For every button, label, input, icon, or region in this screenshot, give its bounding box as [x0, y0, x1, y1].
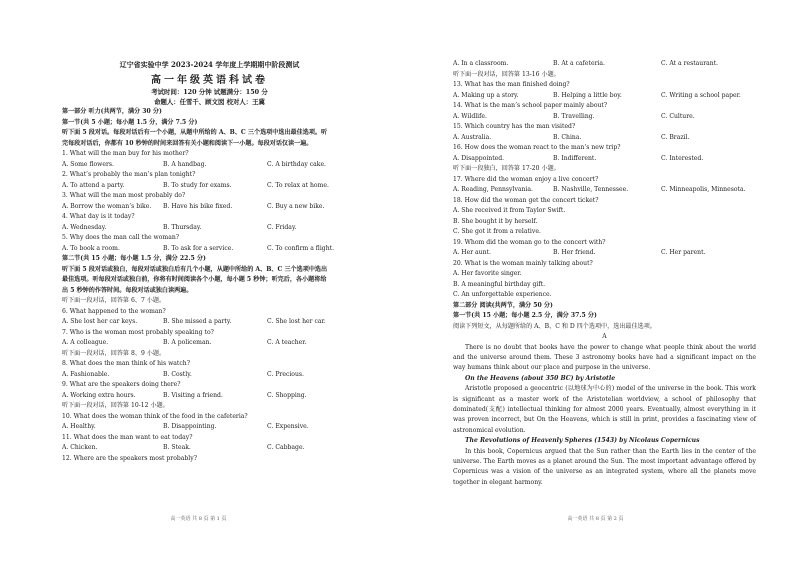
option-c: C. Brazil. [661, 133, 690, 141]
question: 2. What’s probably the man’s plan tonight? [62, 171, 196, 178]
passage-paragraph: In this book, Copernicus argued that the Sun rather than the Earth lies in the center of the universe. The Earth moves as a planet around the Sun. The most important advantage offered by Copernicus was a vision of the universe as an integrated system, where all the planets move together in elegant harmony. [453, 447, 756, 486]
exam-title: 高一年级英语科试卷 [151, 75, 268, 86]
question-options [62, 223, 357, 234]
option-b: B. Visiting a friend. [163, 391, 223, 399]
question-options [453, 248, 756, 259]
option-a: A. Disappointed. [453, 154, 505, 162]
page-footer: 高一英语 共 8 页 第 1 页 [170, 516, 227, 522]
part-heading: 第一部分 听力(共两节，满分 30 分) [62, 108, 162, 115]
question: 10. What does the woman think of the food in the cafeteria? [62, 412, 248, 420]
option-c: C. Expensive. [267, 423, 309, 430]
exam-page-2 [397, 0, 794, 561]
option-a: A. Borrow the woman’s bike. [62, 202, 152, 210]
question-options [453, 91, 756, 102]
option-c: C. Her parent. [661, 249, 706, 256]
option-a: A. In a classroom. [453, 60, 509, 67]
question: 6. What happened to the woman? [62, 307, 166, 315]
option-a: A. She received it from Taylor Swift. [453, 207, 566, 214]
question-options [453, 112, 756, 123]
option-a: A. Her aunt. [453, 249, 491, 256]
passage-paragraph: Aristotle proposed a geocentric (以地球为中心的) model of the universe in the book. This work is significant as a master work of the Aristotelian worldview, a school of philosophy that dominated(支配) intellectual thinking for almost 2000 years. Eventually, almost everything in it was proven incorrect, but On the Heavens, which is still in print, provides a fascinating view of astronomical evolution. [453, 385, 756, 434]
listening-prompt: 听下面一段对话，回答第 10-12 小题。 [62, 402, 169, 409]
passage-label: A [602, 333, 607, 340]
option-a: A. Australia. [453, 133, 492, 141]
option-c: C. Precious. [267, 370, 304, 378]
question: 18. How did the woman get the concert ticket? [453, 196, 599, 204]
option-c: C. At a restaurant. [661, 60, 719, 67]
question-options [62, 244, 357, 255]
part-heading: 第二部分 阅读(共两节，满分 50 分) [453, 301, 553, 309]
question: 8. What does the man think of his watch? [62, 360, 190, 367]
option-c: C. A birthday cake. [267, 160, 326, 168]
question: 20. What is the woman mainly talking about? [453, 259, 593, 267]
option-a: A. Fashionable. [62, 370, 110, 378]
authors: 命题人：任雪千、顾文囡 校对人：王冀 [154, 98, 265, 106]
option-a: A. Some flowers. [62, 160, 114, 168]
listening-prompt: 听下面一段对话，回答第 13-16 小题。 [453, 70, 560, 78]
page-footer: 高一英语 共 8 页 第 2 页 [567, 516, 624, 522]
book-title: The Revolutions of Heavenly Spheres (1543) by Nicolaus Copernicus [465, 437, 700, 445]
option-b: B. A handbag. [163, 160, 207, 168]
option-c: C. To relax at home. [267, 181, 329, 189]
option-b: B. A policeman. [163, 339, 212, 346]
section-heading: 第一节(共 15 小题；每小题 2.5 分，满分 37.5 分) [453, 312, 597, 319]
question-options [62, 443, 357, 454]
option-a: A. Working extra hours. [62, 391, 136, 399]
question-options [62, 181, 357, 192]
question: 19. Whom did the woman go to the concert with? [453, 238, 606, 246]
option-b: B. Steak. [163, 444, 191, 451]
option-b: B. Thursday. [163, 223, 202, 231]
option-b: B. Have his bike fixed. [163, 202, 233, 210]
option-b: B. At a cafeteria. [553, 60, 605, 67]
question: 1. What will the man buy for his mother? [62, 150, 189, 157]
instruction-line: 阅读下列短文，从每题所给的 A、B、C 和 D 四个选项中，选出最佳选项。 [453, 322, 656, 330]
question-options [62, 422, 357, 433]
option-c: C. Buy a new bike. [267, 202, 325, 210]
option-c: C. An unforgettable experience. [453, 291, 552, 298]
option-b: B. Indifferent. [553, 154, 597, 162]
question-options [453, 185, 756, 196]
option-c: C. Interested. [661, 154, 704, 162]
question: 3. What will the man most probably do? [62, 192, 186, 199]
question: 4. What day is it today? [62, 213, 135, 220]
option-b: B. Helping a little boy. [553, 91, 622, 99]
option-b: B. Her friend. [553, 249, 596, 256]
option-b: B. She missed a party. [163, 318, 232, 325]
option-b: B. To ask for a service. [163, 244, 234, 252]
instruction-line: 出 5 秒钟的作答时间。每段对话或独白读两遍。 [62, 286, 193, 294]
option-b: B. Costly. [163, 370, 192, 378]
question: 11. What does the man want to eat today? [62, 433, 193, 441]
option-a: A. Healthy. [62, 423, 96, 430]
option-b: B. She bought it by herself. [453, 217, 538, 225]
option-b: B. China. [553, 133, 582, 141]
option-b: B. Nashville, Tennessee. [553, 186, 629, 193]
option-a: A. Chicken. [62, 444, 98, 451]
question: 15. Which country has the man visited? [453, 123, 576, 130]
question: 7. Who is the woman most probably speaking to? [62, 328, 214, 336]
question-options [62, 160, 357, 171]
option-c: C. Shopping. [267, 391, 307, 399]
question-options [62, 202, 357, 213]
option-a: A. Reading, Pennsylvania. [453, 186, 533, 193]
option-c: C. A teacher. [267, 339, 307, 346]
option-c: C. Minneapolis, Minnesota. [661, 186, 746, 193]
option-a: A. To book a room. [62, 244, 120, 252]
instruction-line: 听下面 5 段对话。每段对话后有一个小题，从题中所给的 A、B、C 三个选项中选出最佳选项。听 [62, 129, 328, 136]
option-c: C. Cabbage. [267, 444, 305, 451]
listening-prompt: 听下面一段对话，回答第 8、9 小题。 [62, 349, 166, 357]
option-b: B. To study for exams. [163, 181, 232, 189]
option-b: B. Disappointing. [163, 423, 217, 430]
option-a: A. Wildlife. [453, 112, 487, 120]
time-score: 考试时间：120 分钟 试题满分：150 分 [151, 88, 268, 96]
option-a: A. She lost her car keys. [62, 318, 138, 325]
question-options [453, 133, 756, 144]
option-c: C. Writing a school paper. [661, 91, 741, 99]
listening-prompt: 听下面一段独白，回答第 17-20 小题。 [453, 165, 560, 172]
option-c: C. She lost her car. [267, 318, 326, 325]
question-options [62, 317, 357, 328]
option-c: C. Friday. [267, 223, 297, 231]
question: 5. Why does the man call the woman? [62, 234, 180, 241]
section-heading: 第一节(共 5 小题；每小题 1.5 分，满分 7.5 分) [62, 118, 198, 126]
book-title: On the Heavens (about 350 BC) by Aristotle [465, 374, 616, 382]
instruction-line: 听下面 5 段对话或独白，每段对话或独白后有几个小题，从题中所给的 A、B、C 三个选项中选出 [62, 265, 328, 273]
question-options [62, 391, 357, 402]
question-options [62, 370, 357, 381]
section-heading: 第二节(共 15 小题；每小题 1.5 分，满分 22.5 分) [62, 255, 206, 262]
option-c: C. To confirm a flight. [267, 244, 335, 252]
question: 12. Where are the speakers most probably? [62, 454, 197, 462]
passage-paragraph: There is no doubt that books have the power to change what people think about the world and the universe around them. These 3 astronomy books have had a significant impact on the way humans think about our place and purpose in the universe. [453, 343, 756, 372]
option-a: A. A colleague. [62, 339, 109, 346]
option-a: A. Her favorite singer. [453, 270, 522, 277]
listening-prompt: 听下面一段对话，回答第 6、7 小题。 [62, 297, 166, 304]
instruction-line: 完每段对话后，你都有 10 秒钟的时间来回答有关小题和阅读下一小题。每段对话仅读一遍。 [62, 139, 313, 147]
question-options [453, 59, 756, 70]
option-a: A. Making up a story. [453, 91, 519, 99]
question: 17. Where did the woman enjoy a live concert? [453, 175, 599, 183]
question: 13. What has the man finished doing? [453, 81, 570, 88]
school-title: 辽宁省实验中学 2023-2024 学年度上学期期中阶段测试 [119, 60, 300, 69]
option-a: A. To attend a party. [62, 181, 125, 189]
option-c: C. Culture. [661, 112, 695, 120]
option-b: B. A meaningful birthday gift. [453, 280, 546, 288]
instruction-line: 最佳选项。听每段对话或独白前，你将有时间阅读各个小题，每小题 5 秒钟；听完后，各小题将给 [62, 276, 327, 283]
question: 16. How does the woman react to the man’s new trip? [453, 144, 621, 151]
option-b: B. Travelling. [553, 112, 595, 120]
question-options [62, 338, 357, 349]
question: 9. What are the speakers doing there? [62, 381, 181, 388]
question: 14. What is the man’s school paper mainly about? [453, 102, 608, 109]
option-c: C. She got it from a relative. [453, 228, 541, 235]
question-options [453, 154, 756, 165]
option-a: A. Wednesday. [62, 223, 107, 231]
